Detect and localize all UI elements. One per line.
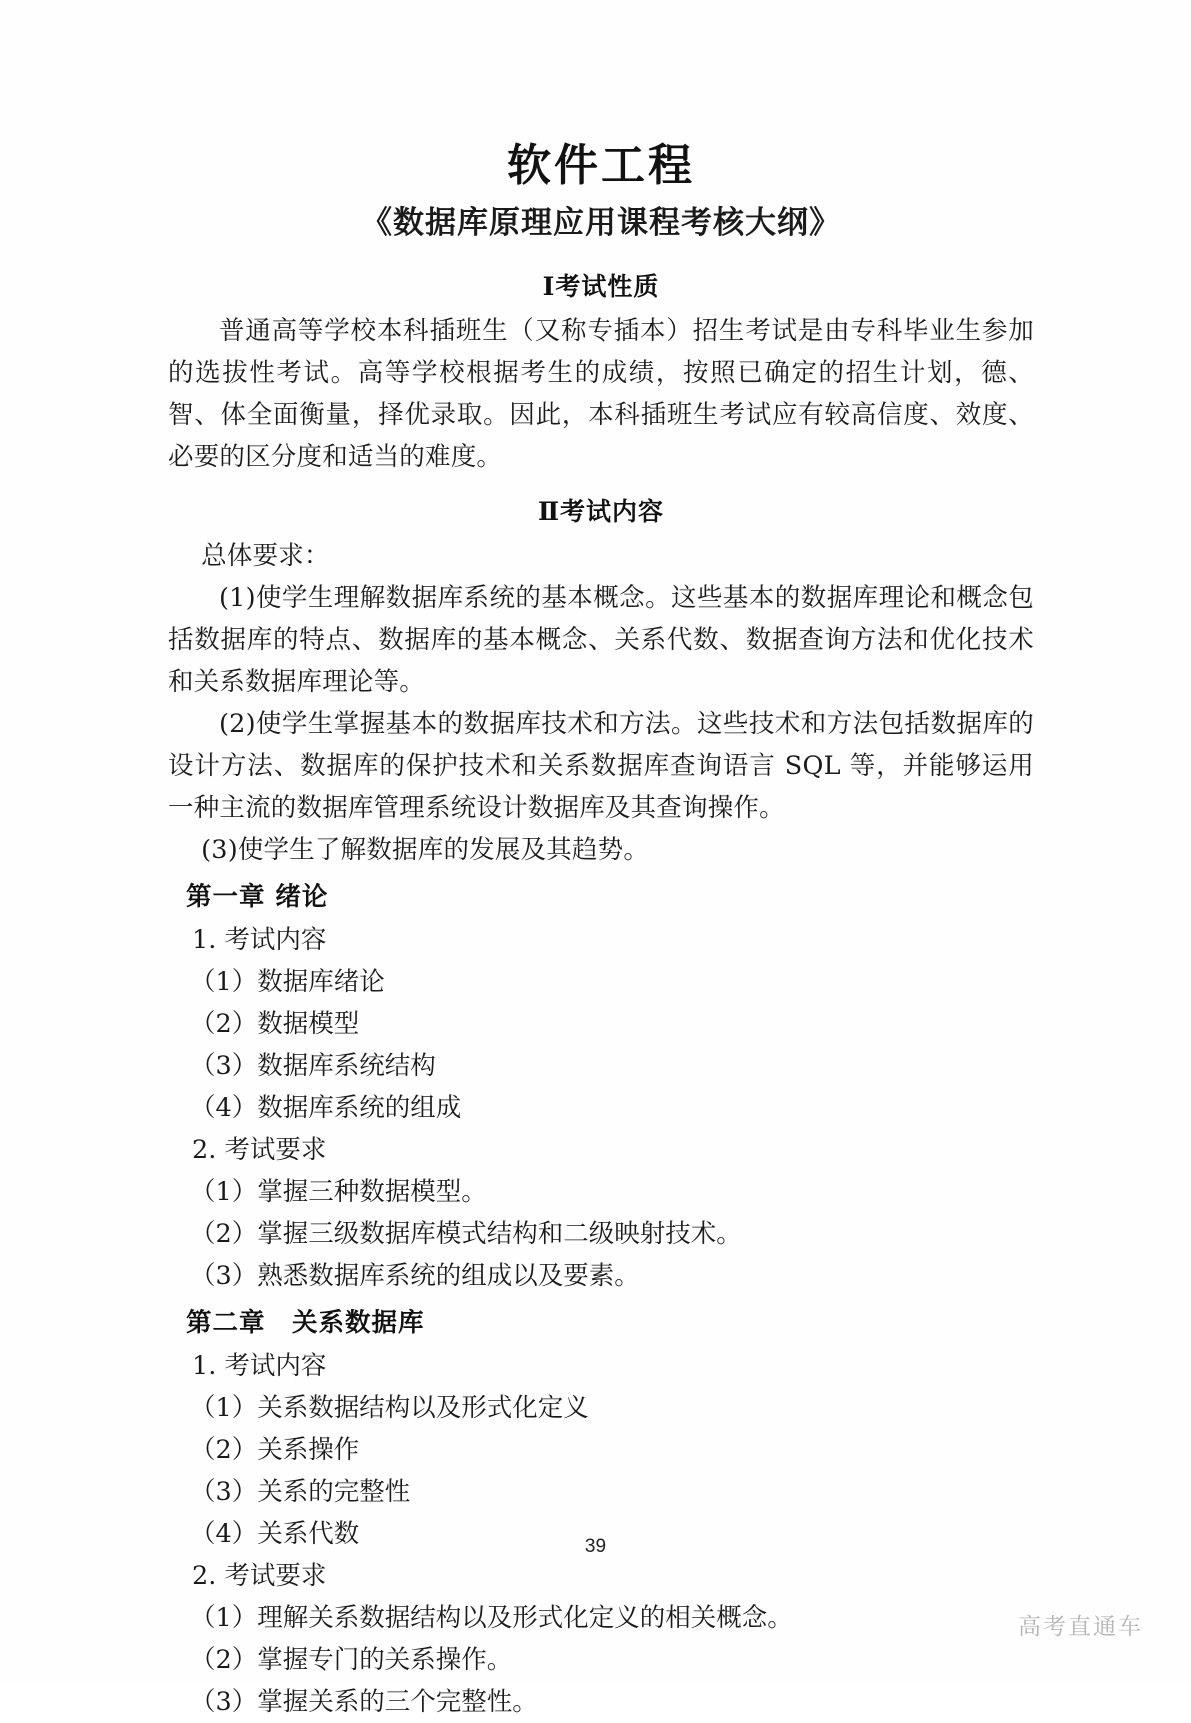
list-item: （1）理解关系数据结构以及形式化定义的相关概念。: [190, 1603, 793, 1634]
list-item: （3）掌握关系的三个完整性。: [190, 1687, 538, 1718]
list-item: （3）关系的完整性: [190, 1477, 411, 1508]
section-heading-exam-nature: Ⅰ考试性质: [542, 272, 660, 302]
list-item: （2）掌握三级数据库模式结构和二级映射技术。: [190, 1219, 742, 1250]
page-number: 39: [584, 1536, 607, 1557]
list-item: （2）数据模型: [190, 1009, 360, 1040]
document-body: [168, 120, 1034, 1723]
list-item: （3）数据库系统结构: [190, 1051, 436, 1082]
document-subtitle: 《数据库原理应用课程考核大纲》: [361, 205, 841, 241]
list-item: （2）关系操作: [190, 1435, 360, 1466]
exam-nature-paragraph: 普通高等学校本科插班生（又称专插本）招生考试是由专科毕业生参加的选拔性考试。高等学校根据考生的成绩，按照已确定的招生计划，德、智、体全面衡量，择优录取。因此，本科插班生考试应有较高信度、效度、必要的区分度和适当的难度。: [168, 316, 1034, 473]
chapter-group-label: 1. 考试内容: [192, 1351, 327, 1382]
chapter-title: 第二章 关系数据库: [186, 1308, 425, 1339]
section-heading-exam-content: Ⅱ考试内容: [537, 497, 665, 527]
list-item: （4）数据库系统的组成: [190, 1093, 462, 1124]
chapter-group-label: 2. 考试要求: [192, 1135, 327, 1166]
document-title: 软件工程: [507, 140, 695, 191]
list-item: （1）掌握三种数据模型。: [190, 1177, 487, 1208]
chapter-group-label: 1. 考试内容: [192, 925, 327, 956]
overall-requirement-item: (2)使学生掌握基本的数据库技术和方法。这些技术和方法包括数据库的设计方法、数据库的保护技术和关系数据库查询语言 SQL 等，并能够运用一种主流的数据库管理系统设计数据库及其查询操作。: [168, 709, 1034, 824]
watermark: 高考直通车: [1018, 1613, 1143, 1639]
list-item: （4）关系代数: [190, 1519, 360, 1550]
list-item: （1）关系数据结构以及形式化定义: [190, 1393, 589, 1424]
overall-requirements-label: 总体要求：: [201, 541, 330, 572]
chapter-title: 第一章 绪论: [186, 882, 329, 913]
overall-requirement-item: (1)使学生理解数据库系统的基本概念。这些基本的数据库理论和概念包括数据库的特点、数据库的基本概念、关系代数、数据查询方法和优化技术和关系数据库理论等。: [168, 583, 1034, 698]
list-item: （1）数据库绪论: [190, 967, 385, 998]
overall-requirement-item: (3)使学生了解数据库的发展及其趋势。: [201, 835, 650, 866]
list-item: （2）掌握专门的关系操作。: [190, 1645, 513, 1676]
list-item: （3）熟悉数据库系统的组成以及要素。: [190, 1261, 640, 1292]
chapter-group-label: 2. 考试要求: [192, 1561, 327, 1592]
